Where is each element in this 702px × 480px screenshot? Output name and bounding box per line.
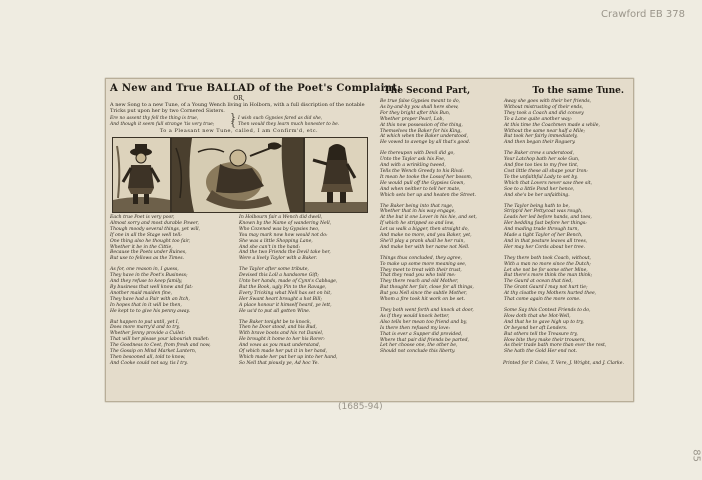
verse-line: Because the Poets under Ruines, xyxy=(110,250,187,256)
brace-glyph: }{ xyxy=(230,113,236,129)
verse-stanza xyxy=(380,151,504,198)
verse-line: Devised this Loll a handsome Gift; xyxy=(239,273,319,279)
verse-line: She'll play a prank shall be her ruin, xyxy=(380,238,465,244)
verse-stanza xyxy=(504,204,628,251)
verse-line: Without the same near half a Mile; xyxy=(504,128,586,134)
verse-line: Stripp'd her Pettycoat was rough, xyxy=(504,209,583,215)
verse-line: The Gossip on Mind Market Lantern, xyxy=(110,349,197,355)
verse-line: The Baker crew s understood, xyxy=(504,151,575,157)
verse-line: He thereupon with Devil did go, xyxy=(380,151,455,157)
verse-line: They took a Coach and did convey xyxy=(504,110,584,116)
verse-line: They there reach and old Mother, xyxy=(380,279,459,285)
verse-line: They have in the Poet's Business; xyxy=(110,273,188,279)
verse-stanza xyxy=(110,267,239,314)
verse-line: Things thus concluded, they agree, xyxy=(380,255,462,261)
verse-line: That will her please your labourish mullet: xyxy=(110,337,210,343)
verse-line: Also tells her mean too friend and by, xyxy=(380,319,468,325)
verse-column-3 xyxy=(380,99,504,360)
verse-stanza xyxy=(110,320,239,367)
verse-line: He would pull off the Gypsies Gown, xyxy=(380,180,465,186)
woodcut-gentleman-icon xyxy=(304,137,368,213)
verse-line: Is there then refused my love: xyxy=(380,325,451,331)
verse-line: So Nell that piously ye, Ad hoc Ye. xyxy=(239,360,319,366)
verse-line: At this time the Coachmen made a while, xyxy=(504,122,600,128)
verse-line: Be true false Gypsies meant to do, xyxy=(380,99,461,104)
verse-line: As for, one reason in, I guess, xyxy=(110,267,179,273)
verse-line: He kept to to give his penny away. xyxy=(110,308,190,314)
verse-line: At the but it one Lover in his hie, and set, xyxy=(380,215,477,221)
verse-line: At this now possession of the thing, xyxy=(380,122,463,128)
verse-line: And make no more, and you Baker, yet, xyxy=(380,233,472,239)
verse-line: Unto the Taylor ask his Foe, xyxy=(380,157,446,163)
verse-line: And the two Friends the Devil take her, xyxy=(239,250,331,256)
second-part-title: The Second Part, xyxy=(384,86,471,96)
verse-line: Her bedding fast before her things: xyxy=(504,221,587,227)
verse-line: That they read you who told me: xyxy=(380,273,456,279)
verse-line: In hopes that in it will be then, xyxy=(110,302,182,308)
verse-line: With brave boots and his rot Daniel, xyxy=(239,331,324,337)
verse-stanza xyxy=(380,99,504,146)
second-part-tune: To the same Tune. xyxy=(532,86,624,96)
verse-line: Cost little these all shape your Iron: xyxy=(504,168,588,174)
verse-line: And she can't in the hand: xyxy=(239,244,301,250)
printer-imprint: Printed for P. Coles, T. Vere, J. Wright, and J. Clarke. xyxy=(502,361,624,367)
verse-line: The Taylor being hath to be, xyxy=(504,203,570,209)
verse-line: But took her fairly immediately, xyxy=(504,134,578,140)
verse-line: Where that pair did friends be parted, xyxy=(380,337,469,343)
verse-line: They both went forth and knock at door, xyxy=(380,308,474,313)
verse-line: To the unfaithful Lady to set by, xyxy=(504,174,578,180)
verse-line: Whether it be in the Cittie, xyxy=(110,244,173,250)
verse-line: Away she goes with their her friends, xyxy=(504,99,592,104)
verse-line: But others tell the Treasure try, xyxy=(504,331,578,337)
verse-line: He us'd to put all gotten Wine. xyxy=(239,308,311,314)
verse-line: To make up some more meaning see, xyxy=(380,261,467,267)
verse-line: The Baker tonight be to knock, xyxy=(239,319,312,325)
tune-line: To a Pleasant new Tune, called, I am Confirm'd, etc. xyxy=(159,128,319,134)
verse-line: Unto her hands, made of Cynn's Cabbage, xyxy=(239,279,338,285)
verse-line: You may mark now how would not do: xyxy=(239,232,328,238)
verse-line: To a Lane quite another way: xyxy=(504,116,572,122)
verse-line: Tells the Wench Greedy to his Rival: xyxy=(380,168,465,174)
verse-line: She hath the Gold Her end not. xyxy=(504,349,578,355)
verse-line: He brought it home to her his Rorer: xyxy=(239,337,325,343)
first-part-verses xyxy=(110,215,368,372)
verse-line: And in that posture leaves all trees, xyxy=(504,238,588,244)
verse-line: Without mistrusting of their ends, xyxy=(504,104,584,110)
verse-stanza xyxy=(110,215,239,262)
verse-stanza xyxy=(504,99,628,146)
verse-line: But there's more think the man think; xyxy=(504,273,593,279)
verse-line: And with a wrinkling tweed, xyxy=(380,163,446,169)
second-part-header xyxy=(380,83,628,96)
verse-line: Known by the Name of wandering Nell, xyxy=(239,220,332,226)
verse-line: And make her with her name not Nell. xyxy=(380,244,470,250)
verse-line: They meet to treat with their trust, xyxy=(380,267,462,273)
verse-line: Which sets her up and heaten the Street. xyxy=(380,192,476,198)
verse-line: As their trade bath more than ever the rest, xyxy=(504,343,607,349)
verse-line: It mean he tooke the Lossof her bosom, xyxy=(380,174,473,180)
title-or: OR, xyxy=(233,95,245,102)
catalog-annotation: Crawford EB 378 xyxy=(601,9,685,20)
verse-line: Which made her put her up into her hand, xyxy=(239,354,338,360)
verse-stanza xyxy=(239,320,368,367)
verse-line: In Holbourn fair a Wench did dwell, xyxy=(239,215,323,220)
verse-line: Whom a fire took hit work on be set. xyxy=(380,297,466,303)
verse-line: How bite they make their trousers, xyxy=(504,337,586,343)
verse-stanza xyxy=(239,215,368,262)
verse-line: Let she not be for some other Mine, xyxy=(504,267,588,273)
verse-line: As by-and-by you shall here shew, xyxy=(380,104,459,110)
verse-line: But you Nell since the subtle Mother, xyxy=(380,291,467,297)
verse-line: That come again the more come. xyxy=(504,297,581,303)
first-part xyxy=(110,83,402,397)
ballad-subtitle: A new Song to a new Tune, of a Young Wench living in Holborn, with a full discription of the notable Tricks put upon her by two Cornered Sisters. xyxy=(110,102,365,114)
woodcut-man-icon xyxy=(112,137,171,213)
couplet-left-2: And though it seem full strange 'tis very true; xyxy=(110,121,215,127)
verse-stanza xyxy=(380,204,504,251)
verse-line: And then began their Roguery. xyxy=(504,140,576,146)
verse-line: Her may her Cords about her tree. xyxy=(504,244,586,250)
verse-column-1 xyxy=(110,215,239,372)
verse-column-2 xyxy=(239,215,368,372)
page-number-annotation: 85 xyxy=(691,449,702,462)
verse-line: Leads her led before hands, and toes, xyxy=(504,215,592,221)
woodcut-strip xyxy=(110,137,368,211)
verse-line: And mading trade through turn, xyxy=(504,227,579,233)
couplet-right-1: I wish such Gypsies fared as did she, xyxy=(238,116,323,121)
verse-column-4 xyxy=(504,99,628,360)
verse-line: And Cooke could not say, tis I try. xyxy=(110,360,188,366)
verse-line: A place honour it himself heard, ye lett, xyxy=(239,302,332,308)
verse-line: Almost sorry and most durable Power, xyxy=(110,220,199,226)
verse-line: And she's be her unfaithing. xyxy=(504,192,570,198)
verse-line: Of which made her put it in her hand, xyxy=(239,349,328,355)
verse-stanza xyxy=(504,151,628,198)
verse-line: But thought her fair, close for all things, xyxy=(380,285,474,291)
second-part xyxy=(380,83,628,397)
verse-line: The Gaurd at ocean that tied, xyxy=(504,279,573,285)
verse-line: Which that Lovers never saw thee sit, xyxy=(504,180,593,186)
verse-line: One thing also he thought too fair, xyxy=(110,238,191,244)
verse-line: And vows as you must understand, xyxy=(239,343,321,349)
verse-line: Themselves the Baker for his King, xyxy=(380,128,462,134)
verse-line: But happen to put until, yet I, xyxy=(110,319,180,325)
verse-line: At thy cloathe my Mothers hurted thee, xyxy=(504,291,597,297)
verse-line: At which when the Baker understood, xyxy=(380,134,469,140)
verse-line: Were a lively Taylor with a Baker. xyxy=(239,256,317,262)
verse-line: Her Swant heart brought a hot Bill; xyxy=(239,296,323,302)
verse-line: She was a little Shopping Lane, xyxy=(239,238,313,244)
verse-line: Does more marry'd and to try, xyxy=(110,325,180,331)
verse-line: They have had a Pair with an Itch, xyxy=(110,296,190,302)
verse-line: And when neither to tell her mate, xyxy=(380,186,461,192)
verse-line: With a man no more since the Dutch; xyxy=(504,261,591,267)
verse-line: If one in all the Stage well tell: xyxy=(110,232,182,238)
verse-line: Your Latchop bath her sole Gun, xyxy=(504,157,580,163)
verse-line: And they refuse to keep family, xyxy=(110,279,183,285)
verse-line: Some Say this Contest Friends to do, xyxy=(504,308,591,313)
verse-line: Though moody several things, yet will, xyxy=(110,226,201,232)
verse-line: If which he stripped so and low, xyxy=(380,221,455,227)
verse-line: Whether Jenny provide a Cuilet: xyxy=(110,331,185,337)
couplet-right-2: Then would they learn much honester to be. xyxy=(238,121,340,127)
verse-line: Or beyond her aft Lenders. xyxy=(504,325,568,331)
verse-line: The Grant Gaurd I may not hurt tie; xyxy=(504,285,588,291)
couplet-row xyxy=(110,113,368,129)
verse-line: Then he Door stood, and his Bud, xyxy=(239,325,317,331)
verse-line: Who Cozened was by Gypsies two, xyxy=(239,226,320,232)
verse-line: Made a tight Taylor of her Bench, xyxy=(504,233,583,239)
verse-line: He vowed to avenge by all that's good. xyxy=(380,140,471,146)
verse-line: By business that well know and fat: xyxy=(110,284,193,290)
verse-line: Should not conclude this liberty. xyxy=(380,349,456,355)
verse-stanza xyxy=(380,256,504,303)
verse-line: Then besooned all, told to know, xyxy=(110,354,186,360)
broadside-sheet xyxy=(105,78,634,402)
verse-line: Each true Poet is very poor, xyxy=(110,215,175,220)
verse-line: Another maid maiden fine, xyxy=(110,290,173,296)
verse-line: Soe to a little Pond her hence, xyxy=(504,186,575,192)
shelfmark-annotation: (1685-94) xyxy=(338,402,383,412)
verse-line: But the Book, ugly Pin to the Ravage, xyxy=(239,284,327,290)
verse-line: The Baker being into that rage, xyxy=(380,203,454,209)
second-part-verses xyxy=(380,99,628,360)
verse-line: For they bright after this Bun, xyxy=(380,110,451,116)
verse-line: They there both took Coach, without, xyxy=(504,255,591,261)
couplet-left-1: Ere no assent thy fell the thing is true, xyxy=(110,116,199,121)
verse-line: Whether that in his way engage, xyxy=(380,209,456,215)
verse-line: Let her choose one, the other be, xyxy=(380,343,458,349)
verse-line: Every Tricking what Nell has set on hit, xyxy=(239,290,332,296)
woodcut-scene-icon xyxy=(171,137,304,213)
verse-line: Let us walk a bigger, then straight do, xyxy=(380,227,469,233)
verse-line: The Taylor after some tribute, xyxy=(239,267,309,273)
verse-line: That is ever a Supper did provided, xyxy=(380,331,463,337)
verse-line: And that he to gave high up to try, xyxy=(504,319,584,325)
verse-stanza xyxy=(239,267,368,314)
verse-line: As if they would knock better, xyxy=(380,313,450,319)
verse-line: And fine too ties to my free tint, xyxy=(504,163,579,169)
verse-stanza xyxy=(380,308,504,355)
verse-stanza xyxy=(504,308,628,355)
verse-stanza xyxy=(504,256,628,303)
verse-line: Whether proper Pearl, Lob, xyxy=(380,116,444,122)
verse-line: But use to fellows as the Times. xyxy=(110,256,185,262)
verse-line: The Goodness to Ceet, from fresh and now, xyxy=(110,343,211,349)
ballad-title: A New and True BALLAD of the Poet's Complaint: xyxy=(110,83,402,94)
verse-line: How doth that she Mot-Well, xyxy=(504,313,571,319)
